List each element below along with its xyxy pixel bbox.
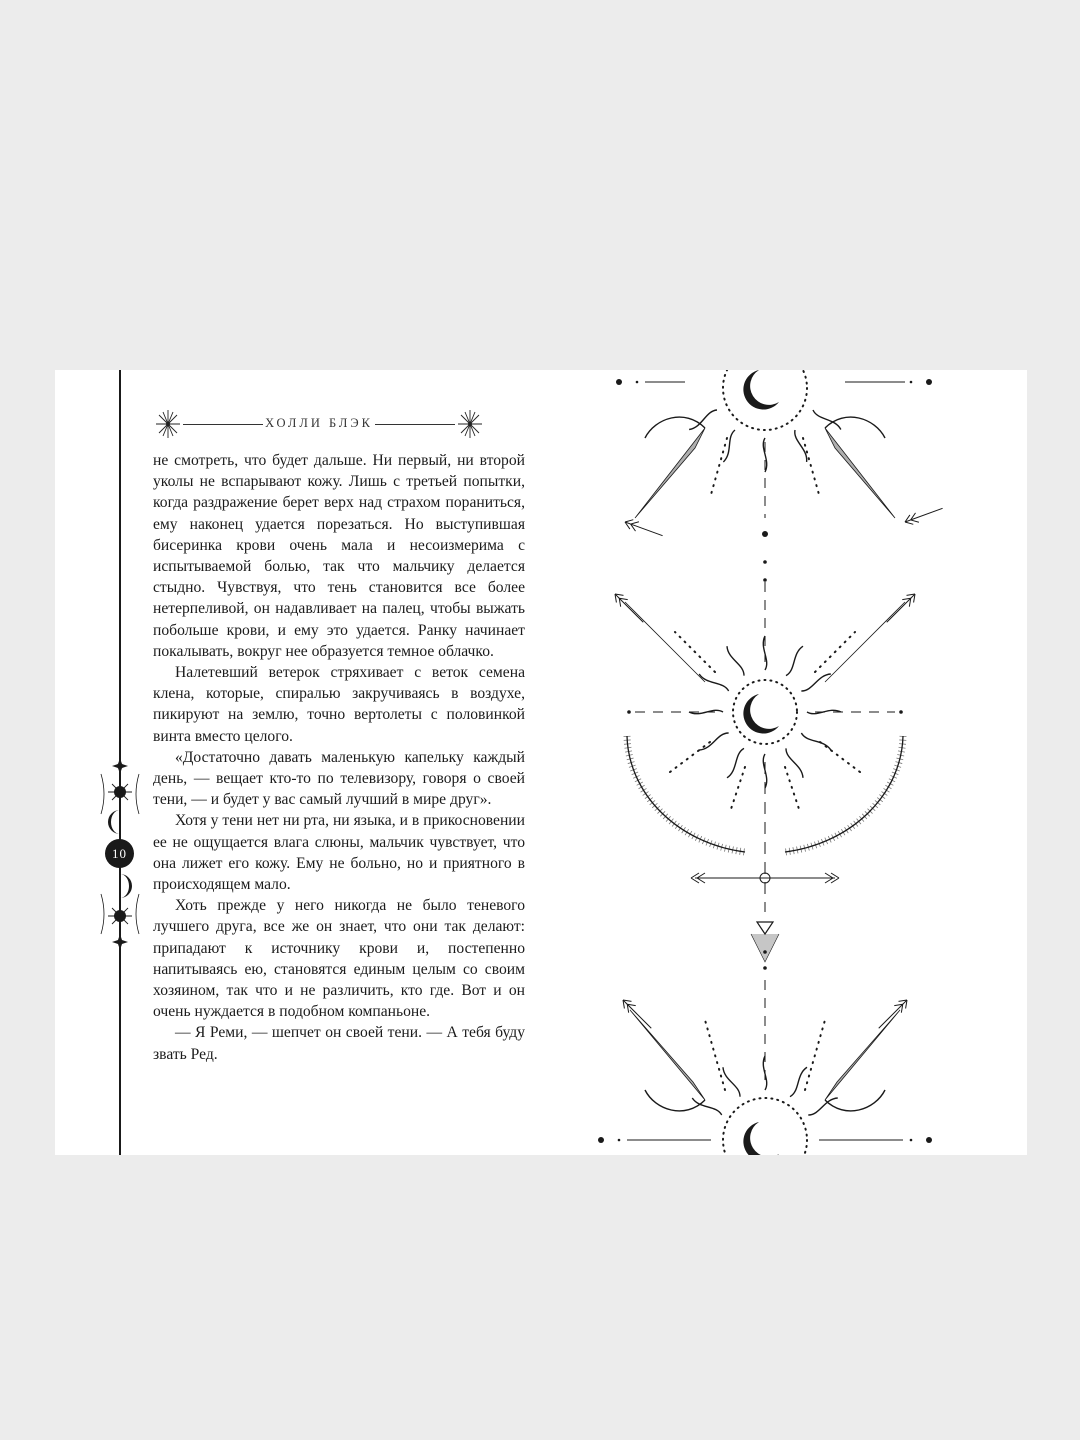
body-text <box>153 450 525 1065</box>
star-burst-icon <box>153 408 183 440</box>
sun-icon <box>616 370 944 540</box>
celestial-illustration <box>585 370 1027 1155</box>
sun-icon <box>611 560 918 962</box>
star-burst-icon <box>455 408 485 440</box>
paragraph: Налетевший ветерок стряхивает с веток семена клена, которые, спиралью закручиваясь в воздухе, пикируют на землю, точно вертолеты с половинкой винта вместо целого. <box>153 664 525 745</box>
paragraph: Хотя у тени нет ни рта, ни языка, и в прикосновении ее не ощущается влага слюны, мальчик чувствует, что она лижет его кожу. Ему не больно, но и приятного в происходящем мало. <box>153 812 525 894</box>
paragraph: «Достаточно давать маленькую капельку каждый день, — вещает кто-то по телевизору, говоря о своей тени, — и будет у вас самый лучший в мире друг». <box>153 748 525 809</box>
book-spread <box>55 370 1027 1155</box>
paragraph: — Я Реми, — шепчет он своей тени. — А тебя буду звать Ред. <box>153 1024 525 1063</box>
page-number-ornament <box>95 754 145 954</box>
running-head <box>153 406 485 442</box>
head-rule-right <box>375 424 455 425</box>
paragraph: не смотреть, что будет дальше. Ни первый, ни второй уколы не вспарывают кожу. Лишь с третьей попытки, когда раздражение берет верх над страхом пораниться, ему наконец удается порезаться. Но выступившая бисеринка крови очень мала и несоизмерима с испытываемой болью, так что мальчику делается стыдно. Чувствуя, что тень становится все более нетерпеливой, он надавливает на палец, чтобы выжать побольше крови, и ему это удается. Ранку начинает покалывать, вокруг нее образуется темное облачко. <box>153 452 525 660</box>
page-number: 10 <box>105 839 134 868</box>
running-head-title: ХОЛЛИ БЛЭК <box>265 416 373 430</box>
sun-icon <box>598 950 932 1155</box>
paragraph: Хоть прежде у него никогда не было теневого лучшего друга, все же он знает, что они так делают: припадают к источнику крови и, постепенно напитываясь ею, становятся единым целым со своим хозяином, так что и не различить, кто где. Вот и он очень нуждается в подобном компаньоне. <box>153 897 525 1021</box>
head-rule-left <box>183 424 263 425</box>
